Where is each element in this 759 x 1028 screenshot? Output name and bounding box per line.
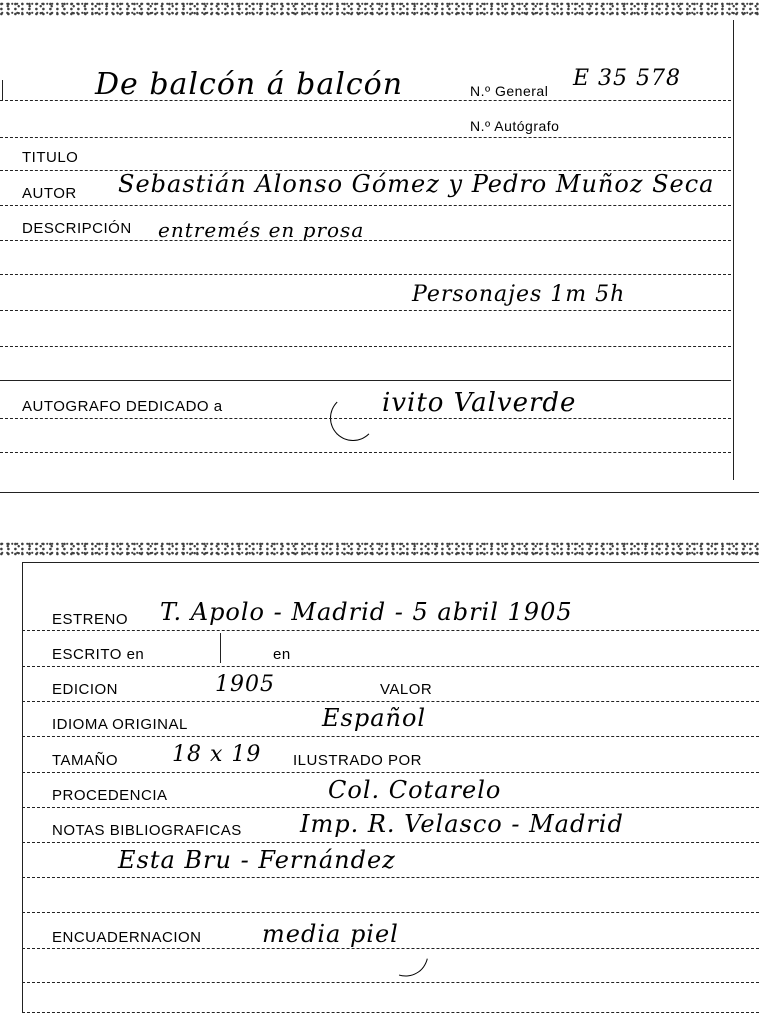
rule (22, 736, 759, 737)
tamano-value: 18 x 19 (172, 742, 262, 767)
rule (22, 807, 759, 808)
rule (22, 948, 759, 949)
catalog-card-top (0, 0, 759, 495)
autografo-dedicado-label: AUTOGRAFO DEDICADO a (22, 398, 223, 415)
autor-value: Sebastián Alonso Gómez y Pedro Muñoz Seca (118, 170, 715, 198)
edicion-value: 1905 (215, 672, 275, 697)
personajes-value: Personajes 1m 5h (412, 282, 626, 307)
idioma-label: IDIOMA ORIGINAL (52, 716, 188, 733)
ilustrado-label: ILUSTRADO POR (293, 752, 423, 769)
card-top-right-border (733, 20, 734, 480)
rule (0, 205, 731, 206)
autografo-dedicado-value: ivito Valverde (382, 388, 577, 418)
rule (0, 418, 731, 419)
n-autografo-label: N.º Autógrafo (470, 118, 560, 134)
n-general-value: E 35 578 (573, 66, 682, 91)
en-label: en (273, 646, 291, 663)
notas-value: Imp. R. Velasco - Madrid (300, 810, 624, 838)
tamano-label: TAMAÑO (52, 752, 119, 769)
rule (0, 240, 731, 241)
titulo-label: TITULO (22, 149, 79, 166)
rule (22, 701, 759, 702)
descripcion-label: DESCRIPCIÓN (22, 220, 132, 237)
procedencia-value: Col. Cotarelo (328, 776, 502, 804)
notas-value-2: Esta Bru - Fernández (118, 846, 396, 874)
card-top-bottom-edge (0, 492, 759, 493)
rule (0, 100, 731, 101)
rule (22, 1012, 759, 1013)
escrito-mark (220, 633, 221, 663)
title-handwritten: De balcón á balcón (95, 67, 404, 102)
escrito-label: ESCRITO en (52, 646, 145, 663)
rule (22, 666, 759, 667)
rule (0, 380, 731, 381)
encuadernacion-label: ENCUADERNACION (52, 929, 202, 946)
card-top-edge-speckle (0, 2, 759, 16)
estreno-label: ESTRENO (52, 611, 129, 628)
idioma-value: Español (322, 704, 427, 732)
valor-label: VALOR (380, 681, 433, 698)
encuadernacion-value: media piel (262, 920, 399, 948)
notas-label: NOTAS BIBLIOGRAFICAS (52, 822, 242, 839)
rule (22, 842, 759, 843)
card-bottom-edge-speckle (0, 542, 759, 556)
card-bottom-top-line (22, 562, 759, 563)
rule (22, 772, 759, 773)
rule (0, 274, 731, 275)
rule (22, 912, 759, 913)
rule (22, 982, 759, 983)
rule (0, 137, 731, 138)
n-general-label: N.º General (470, 83, 549, 99)
descripcion-value: entremés en prosa (158, 218, 365, 242)
rule (22, 877, 759, 878)
rule (0, 346, 731, 347)
rule (0, 310, 731, 311)
rule (22, 630, 759, 631)
catalog-card-bottom (0, 540, 759, 1028)
edicion-label: EDICION (52, 681, 119, 698)
estreno-value: T. Apolo - Madrid - 5 abril 1905 (160, 598, 573, 626)
procedencia-label: PROCEDENCIA (52, 787, 168, 804)
autor-label: AUTOR (22, 185, 77, 202)
rule (0, 452, 731, 453)
card-top-left-mark (2, 80, 3, 100)
